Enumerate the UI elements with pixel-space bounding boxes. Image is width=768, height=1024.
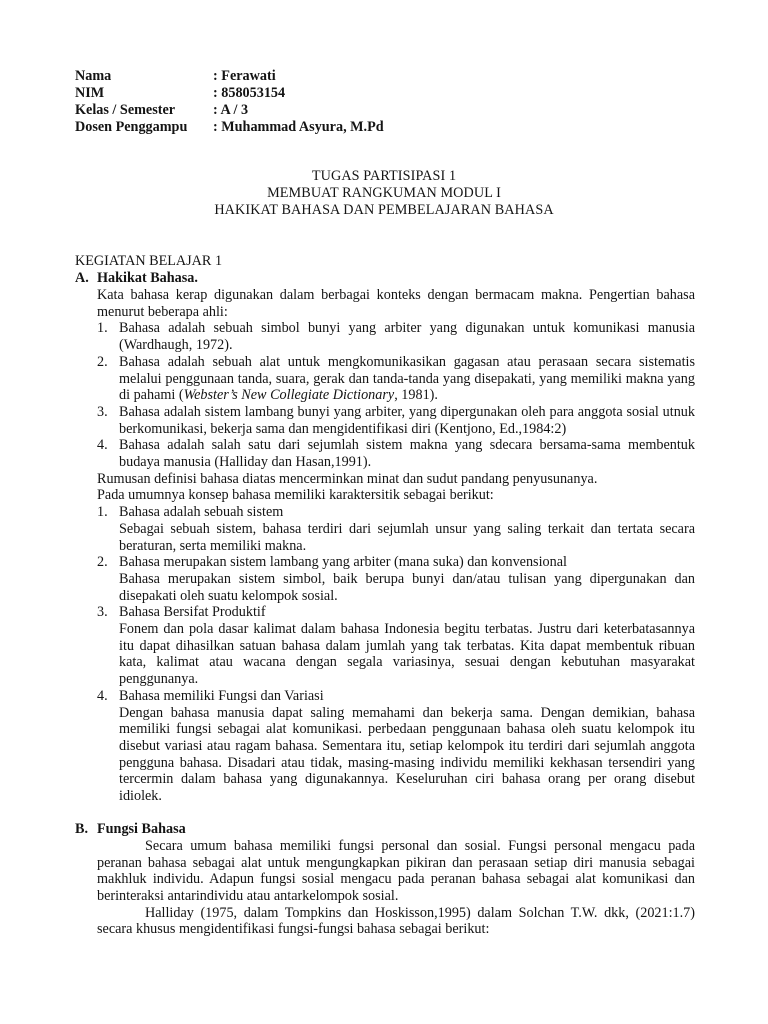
student-info [75,68,384,136]
list-text: Bahasa adalah sebuah simbol bunyi yang arbiter yang digunakan untuk komunikasi manusia (Wardhaugh, 1972). [119,320,695,354]
section-title: Hakikat Bahasa. [97,270,198,286]
title-line-1: TUGAS PARTISIPASI 1 [311,168,457,184]
list-item [97,604,695,688]
characteristic-title: Bahasa memiliki Fungsi dan Variasi [119,687,324,704]
list-item [97,354,695,404]
info-value: : Muhammad Asyura, M.Pd [213,119,384,135]
section-b-heading [75,821,695,838]
info-label: Nama [75,68,112,84]
document-body [75,253,695,938]
list-item [97,504,695,554]
list-item [97,437,695,470]
characteristic-title: Bahasa merupakan sistem lambang yang arbiter (mana suka) dan konvensional [119,554,567,571]
italic-citation: Webster’s New Collegiate Dictionary [183,387,395,404]
characteristic-body: Dengan bahasa manusia dapat saling memahami dan bekerja sama. Dengan demikian, bahasa memiliki fungsi sebagai alat komunikasi. perbedaan penggunaan bahasa oleh suatu kelompok itu disebut variasi atau ragam bahasa. Sementara itu, setiap kelompok itu terdiri dari sejumlah anggota pengguna bahasa. Disadari atau tidak, masing-masing individu memiliki kekhasan tersendiri yang tercermin dalam bahasa yang digunakannya. Keseluruhan ciri bahasa orang per orang disebut idiolek. [119,704,695,805]
characteristic-body: Bahasa merupakan sistem simbol, baik berupa bunyi dan/atau tulisan yang dipergunakan dan disepakati oleh suatu kelompok sosial. [119,570,695,604]
list-item [97,688,695,805]
info-label: Dosen Penggampu [75,119,188,135]
list-number: 4. [97,437,108,454]
info-value: : 858053154 [213,85,286,101]
summary-text: Rumusan definisi bahasa diatas mencerminkan minat dan sudut pandang penyusunanya. [97,470,598,487]
title-line-3: HAKIKAT BAHASA DAN PEMBELAJARAN BAHASA [214,202,554,218]
characteristic-title: Bahasa Bersifat Produktif [119,604,266,621]
info-row-nama [75,68,384,85]
section-letter: B. [75,820,89,837]
info-row-kelas [75,102,384,119]
characteristic-body: Sebagai sebuah sistem, bahasa terdiri dari sejumlah unsur yang saling terkait dan tertata secara beraturan, serta memiliki makna. [119,520,695,554]
list-item [97,404,695,437]
list-number: 1. [97,504,108,521]
document-title [0,168,768,219]
list-item [97,554,695,604]
list-text [119,604,695,688]
list-item [97,320,695,353]
list-text [119,504,695,554]
definitions-list [75,320,695,470]
section-b-paragraph: Halliday (1975, dalam Tompkins dan Hoskisson,1995) dalam Solchan T.W. dkk, (2021:1.7) secara khusus mengidentifikasi fungsi-fungsi bahasa sebagai berikut: [97,904,695,938]
summary-text: Pada umumnya konsep bahasa memiliki karaktersitik sebagai berikut: [97,487,494,504]
info-value: : A / 3 [213,102,249,118]
info-row-dosen [75,119,384,136]
list-text [119,688,695,805]
list-number: 1. [97,320,108,337]
list-number: 2. [97,554,108,571]
list-text: Bahasa adalah sistem lambang bunyi yang arbiter, yang dipergunakan oleh para anggota sosial utnuk berkomunikasi, bekerja sama dan mengidentifikasi diri (Kentjono, Ed.,1984:2) [119,403,695,437]
title-line-2: MEMBUAT RANGKUMAN MODUL I [267,185,501,201]
list-number: 3. [97,403,108,420]
kegiatan-heading: KEGIATAN BELAJAR 1 [75,253,223,269]
characteristic-body: Fonem dan pola dasar kalimat dalam bahasa Indonesia begitu terbatas. Justru dari keterbatasannya itu dapat dihasilkan satuan bahasa dalam jumlah yang tak terbatas. Kita dapat membentuk ribuan kata, kalimat atau wacana dengan segala variasinya, sesuai dengan kebutuhan masyarakat penggunanya. [119,621,695,688]
characteristic-title: Bahasa adalah sebuah sistem [119,504,284,521]
section-a-intro: Kata bahasa kerap digunakan dalam berbagai konteks dengan bermacam makna. Pengertian bahasa menurut beberapa ahli: [97,287,695,320]
section-letter: A. [75,270,89,286]
section-b-paragraph: Secara umum bahasa memiliki fungsi personal dan sosial. Fungsi personal mengacu pada peranan bahasa sebagai alat untuk mengungkapkan pikiran dan perasaan setiap diri manusia sebagai makhluk individu. Adapun fungsi sosial mengacu pada peranan bahasa sebagai alat komunikasi dan berinteraksi antarindividu atau antarkelompok sosial. [97,837,695,904]
info-row-nim [75,85,384,102]
list-text [119,354,695,404]
list-text [119,554,695,604]
list-text: Bahasa adalah salah satu dari sejumlah sistem makna yang sdecara bersama-sama membentuk budaya manusia (Halliday dan Hasan,1991). [119,437,695,471]
list-number: 4. [97,687,108,704]
text-segment: , 1981). [394,387,438,404]
characteristics-list [75,504,695,805]
section-title: Fungsi Bahasa [97,820,186,837]
info-label: Kelas / Semester [75,102,176,118]
list-number: 2. [97,353,108,370]
list-number: 3. [97,604,108,621]
info-label: NIM [75,85,105,101]
info-value: : Ferawati [213,68,276,84]
section-a-heading [75,270,695,287]
text-segment: Bahasa adalah sebuah alat untuk mengkomunikasikan gagasan atau perasaan secara sistematis melalui penggunaan tanda, suara, gerak dan tanda-tanda yang disepakati, yang memiliki makna yang di pahami ( [119,353,695,404]
